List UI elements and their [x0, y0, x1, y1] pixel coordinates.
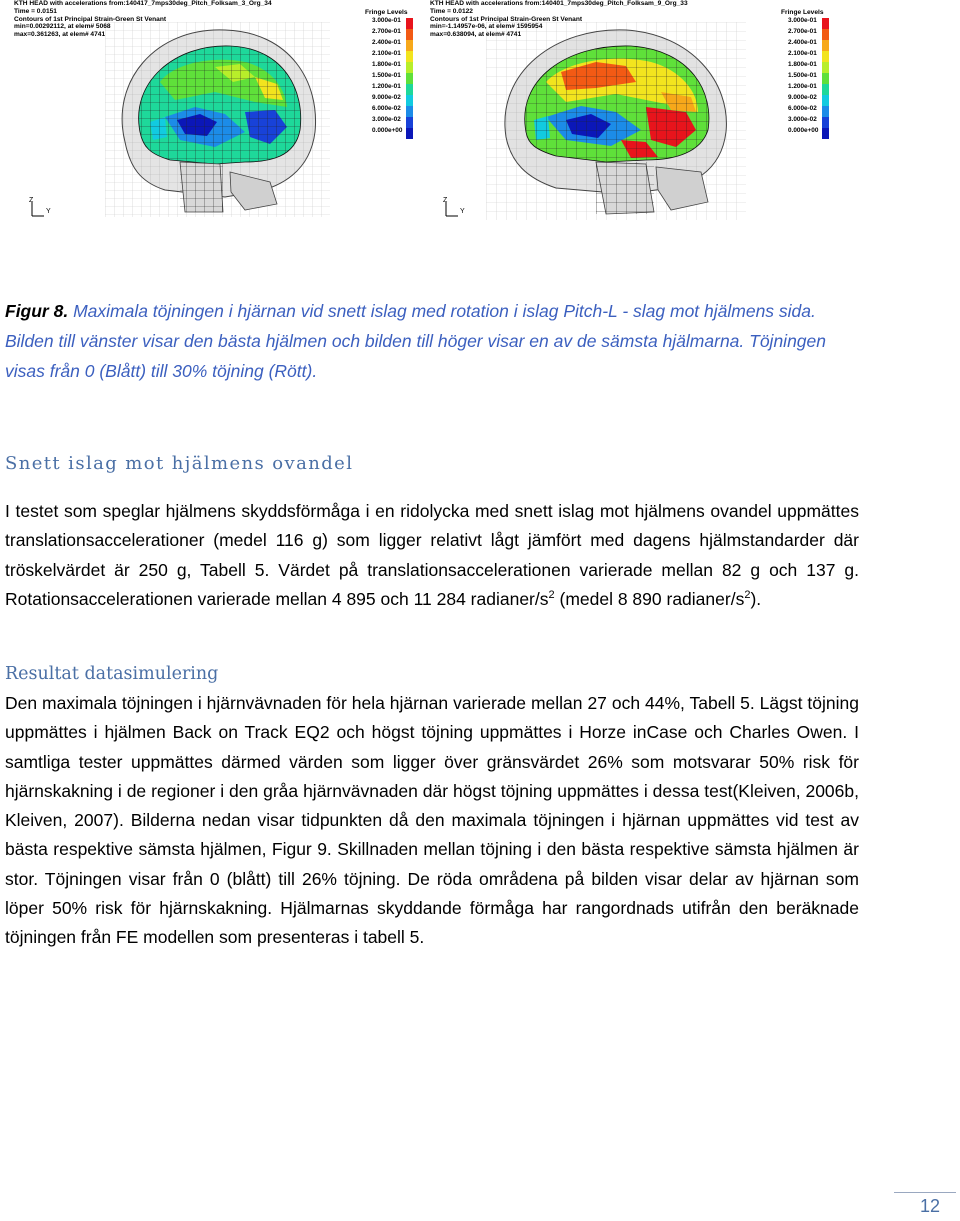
figure-caption — [5, 296, 865, 386]
colorbar-segment — [406, 40, 413, 51]
colorbar-segment — [822, 117, 829, 128]
axis-z-label: Z — [29, 197, 34, 204]
colorbar-segment — [822, 40, 829, 51]
figure-left-min: min=0.00292112, at elem# 5068 — [14, 23, 111, 31]
axis-triad-left — [26, 196, 66, 224]
figure-left-title: KTH HEAD with accelerations from:140417_7mps30deg_Pitch_Folksam_3_Org_34 — [14, 0, 272, 7]
figure-right-max: max=0.638094, at elem# 4741 — [430, 31, 522, 39]
fringe-label: 1.800e-01 — [372, 61, 401, 68]
colorbar-segment — [822, 73, 829, 84]
figure-right-min: min=-1.14957e-06, at elem# 1595954 — [430, 23, 543, 31]
fringe-label: 2.700e-01 — [372, 28, 401, 35]
axis-y-label: Y — [460, 208, 465, 215]
fringe-labels-right — [788, 15, 818, 136]
fringe-label: 6.000e-02 — [788, 105, 817, 112]
figure-left-time: Time = 0.0151 — [14, 7, 57, 15]
section-heading: Snett islag mot hjälmens ovandel — [5, 453, 354, 474]
fringe-label: 1.500e-01 — [788, 72, 817, 79]
fringe-label: 3.000e-01 — [372, 17, 401, 24]
colorbar-segment — [406, 29, 413, 40]
figure-caption-text: Maximala töjningen i hjärnan vid snett islag med rotation i islag Pitch-L - slag mot hjälmens sida. Bilden till vänster visar den bästa hjälmen och bilden till höger visar en av de sämsta hjälmarna. Töjningen visas från 0 (Blått) till 30% töjning (Rött). — [5, 301, 826, 381]
fringe-label: 0.000e+00 — [372, 127, 403, 134]
paragraph-text: ). — [750, 588, 762, 609]
colorbar-segment — [406, 18, 413, 29]
colorbar-segment — [406, 128, 413, 139]
brain-strain-plot-left — [105, 22, 330, 217]
colorbar-segment — [822, 18, 829, 29]
superscript: 2 — [548, 589, 555, 602]
colorbar-segment — [822, 128, 829, 139]
colorbar-segment — [822, 106, 829, 117]
figure-right-time: Time = 0.0122 — [430, 7, 473, 15]
axis-y-label: Y — [46, 208, 51, 215]
colorbar-segment — [822, 95, 829, 106]
subsection-heading: Resultat datasimulering — [5, 664, 219, 684]
fringe-label: 2.400e-01 — [788, 39, 817, 46]
figure-label: Figur 8. — [5, 301, 69, 321]
colorbar-segment — [406, 62, 413, 73]
fringe-label: 2.100e-01 — [788, 50, 817, 57]
fringe-label: 1.500e-01 — [372, 72, 401, 79]
fringe-label: 6.000e-02 — [372, 105, 401, 112]
fringe-label: 1.200e-01 — [372, 83, 401, 90]
fringe-label: 3.000e-02 — [372, 116, 401, 123]
figure-right-contours: Contours of 1st Principal Strain-Green St Venant — [430, 15, 583, 23]
figure-right-title: KTH HEAD with accelerations from:140401_7mps30deg_Pitch_Folksam_9_Org_33 — [430, 0, 688, 7]
figure-right-panel — [426, 0, 846, 222]
colorbar-segment — [822, 62, 829, 73]
fringe-colorbar-left — [406, 18, 413, 139]
colorbar-segment — [406, 117, 413, 128]
paragraph-text: I testet som speglar hjälmens skyddsförmåga i en ridolycka med snett islag mot hjälmens ovandel uppmättes translationsaccelerationer (medel 116 g) som ligger relativt lågt jämfört med dagens hjälmstandarder där tröskelvärdet är 250 g, Tabell 5. Värdet på translationsaccelerationen varierade mellan 82 g och 137 g. Rotationsaccelerationen varierade mellan 4 895 och 11 284 radianer/s — [5, 501, 859, 609]
colorbar-segment — [406, 51, 413, 62]
fringe-label: 9.000e-02 — [788, 94, 817, 101]
fringe-label: 2.400e-01 — [372, 39, 401, 46]
figure-left-max: max=0.361263, at elem# 4741 — [14, 31, 106, 39]
fringe-levels-title-right: Fringe Levels — [781, 9, 824, 16]
colorbar-segment — [406, 84, 413, 95]
fringe-label: 9.000e-02 — [372, 94, 401, 101]
section-paragraph — [5, 497, 859, 614]
colorbar-segment — [822, 51, 829, 62]
page-number: 12 — [919, 1196, 940, 1216]
fringe-label: 1.800e-01 — [788, 61, 817, 68]
fringe-label: 3.000e-02 — [788, 116, 817, 123]
fringe-label: 2.700e-01 — [788, 28, 817, 35]
subsection-paragraph: Den maximala töjningen i hjärnvävnaden för hela hjärnan varierade mellan 27 och 44%, Tabell 5. Lägst töjning uppmättes i hjälmen Back on Track EQ2 och högst töjning uppmättes i Horze inCase och Charles Owen. I samtliga tester uppmättes därmed värden som ligger över gränsvärdet 26% som motsvarar 50% risk för hjärnskakning i de regioner i den gråa hjärnvävnaden där högst töjning uppmättes i dessa test(Kleiven, 2006b, Kleiven, 2007). Bilderna nedan visar tidpunkten då den maximala töjningen i hjärnan uppmättes vid test av bästa respektive sämsta hjälmen, Figur 9. Skillnaden mellan töjning i den bästa respektive sämsta hjälmen är stor. Töjningen visar från 0 (blått) till 26% töjning. De röda områdena på bilden visar delar av hjärnan som löper 50% risk för hjärnskakning. Hjälmarnas skyddande förmåga har rangordnads utifrån den beräknade töjningen från FE modellen som presenteras i tabell 5. — [5, 693, 859, 948]
colorbar-segment — [406, 106, 413, 117]
axis-triad-right — [440, 196, 480, 224]
fringe-levels-title-left: Fringe Levels — [365, 9, 408, 16]
paragraph-text: (medel 8 890 radianer/s — [554, 588, 745, 609]
fringe-label: 2.100e-01 — [372, 50, 401, 57]
colorbar-segment — [822, 29, 829, 40]
fringe-colorbar-right — [822, 18, 829, 139]
fringe-label: 1.200e-01 — [788, 83, 817, 90]
superscript: 2 — [744, 589, 751, 602]
brain-strain-plot-right — [486, 22, 746, 220]
colorbar-segment — [406, 95, 413, 106]
fringe-label: 0.000e+00 — [788, 127, 819, 134]
fringe-labels-left — [372, 15, 402, 136]
page-number-rule — [894, 1192, 956, 1193]
colorbar-segment — [406, 73, 413, 84]
figure-left-contours: Contours of 1st Principal Strain-Green St Venant — [14, 15, 167, 23]
axis-z-label: Z — [443, 197, 448, 204]
colorbar-segment — [822, 84, 829, 95]
figure-left-panel — [10, 0, 430, 222]
fringe-label: 3.000e-01 — [788, 17, 817, 24]
